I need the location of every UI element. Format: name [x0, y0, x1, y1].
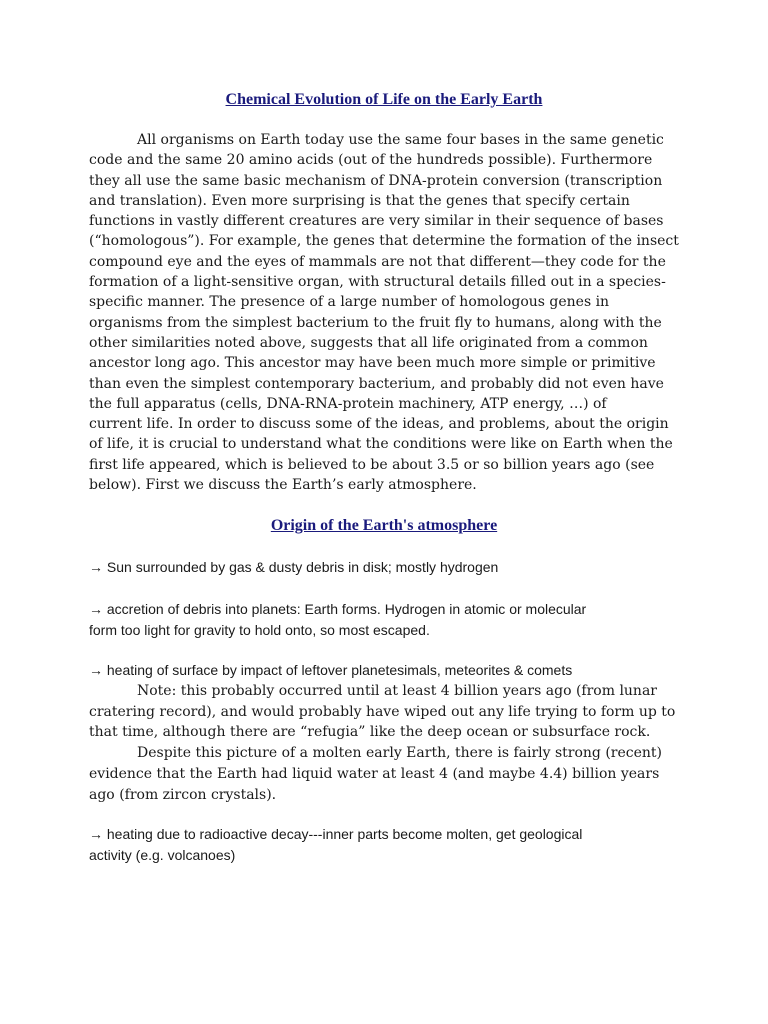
note-line: cratering record), and would probably have wiped out any life trying to form up to: [89, 703, 676, 720]
bullet-line: → heating of surface by impact of leftover planetesimals, meteorites & comets: [89, 662, 573, 678]
bullet-item: [89, 660, 689, 681]
bullet-line: activity (e.g. volcanoes): [89, 847, 236, 863]
intro-line: specific manner. The presence of a large number of homologous genes in: [89, 294, 610, 311]
intro-line: All organisms on Earth today use the same four bases in the same genetic: [137, 132, 664, 148]
intro-paragraph: [89, 130, 681, 495]
intro-line: and translation). Even more surprising is that the genes that specify certain: [89, 192, 630, 209]
bullet-line: → heating due to radioactive decay---inner parts become molten, get geological: [89, 826, 583, 842]
bullet-line: → accretion of debris into planets: Earth forms. Hydrogen in atomic or molecular: [89, 601, 587, 617]
intro-line: (“homologous”). For example, the genes that determine the formation of the insect: [89, 233, 679, 250]
intro-line: current life. In order to discuss some of the ideas, and problems, about the origin: [89, 416, 669, 433]
bullet-item: [89, 824, 689, 866]
note-line: Note: this probably occurred until at least 4 billion years ago (from lunar: [137, 683, 657, 699]
intro-line: other similarities noted above, suggests that all life originated from a common: [89, 334, 648, 351]
intro-line: organisms from the simplest bacterium to the fruit fly to humans, along with the: [89, 314, 662, 331]
intro-line: functions in vastly different creatures are very similar in their sequence of bases: [89, 213, 664, 230]
intro-line: ancestor long ago. This ancestor may have been much more simple or primitive: [89, 355, 656, 372]
document-title: Chemical Evolution of Life on the Early Earth: [225, 91, 543, 108]
note-line: ago (from zircon crystals).: [89, 786, 277, 803]
bullet-item: [89, 557, 689, 578]
intro-line: than even the simplest contemporary bacterium, and probably did not even have: [89, 375, 664, 392]
intro-line: first life appeared, which is believed to be about 3.5 or so billion years ago (see: [89, 456, 655, 473]
bullet-item: [89, 599, 689, 641]
intro-line: of life, it is crucial to understand what the conditions were like on Earth when the: [89, 436, 673, 453]
note-line: that time, although there are “refugia” like the deep ocean or subsurface rock.: [89, 724, 651, 741]
note-line: Despite this picture of a molten early Earth, there is fairly strong (recent): [137, 745, 663, 762]
note-line: evidence that the Earth had liquid water at least 4 (and maybe 4.4) billion years: [89, 765, 660, 782]
intro-line: compound eye and the eyes of mammals are not that different—they code for the: [89, 253, 666, 270]
note-paragraph: [89, 681, 689, 805]
intro-line: below). First we discuss the Earth’s early atmosphere.: [89, 477, 477, 494]
section-title: Origin of the Earth's atmosphere: [270, 517, 498, 534]
bullet-line: form too light for gravity to hold onto, so most escaped.: [89, 622, 430, 638]
intro-line: they all use the same basic mechanism of DNA-protein conversion (transcription: [89, 172, 663, 189]
intro-line: formation of a light-sensitive organ, with structural details filled out in a species-: [89, 274, 666, 291]
intro-line: the full apparatus (cells, DNA-RNA-protein machinery, ATP energy, …) of: [89, 395, 607, 412]
bullet-line: → Sun surrounded by gas & dusty debris in disk; mostly hydrogen: [89, 559, 499, 575]
intro-line: code and the same 20 amino acids (out of the hundreds possible). Furthermore: [89, 152, 653, 169]
